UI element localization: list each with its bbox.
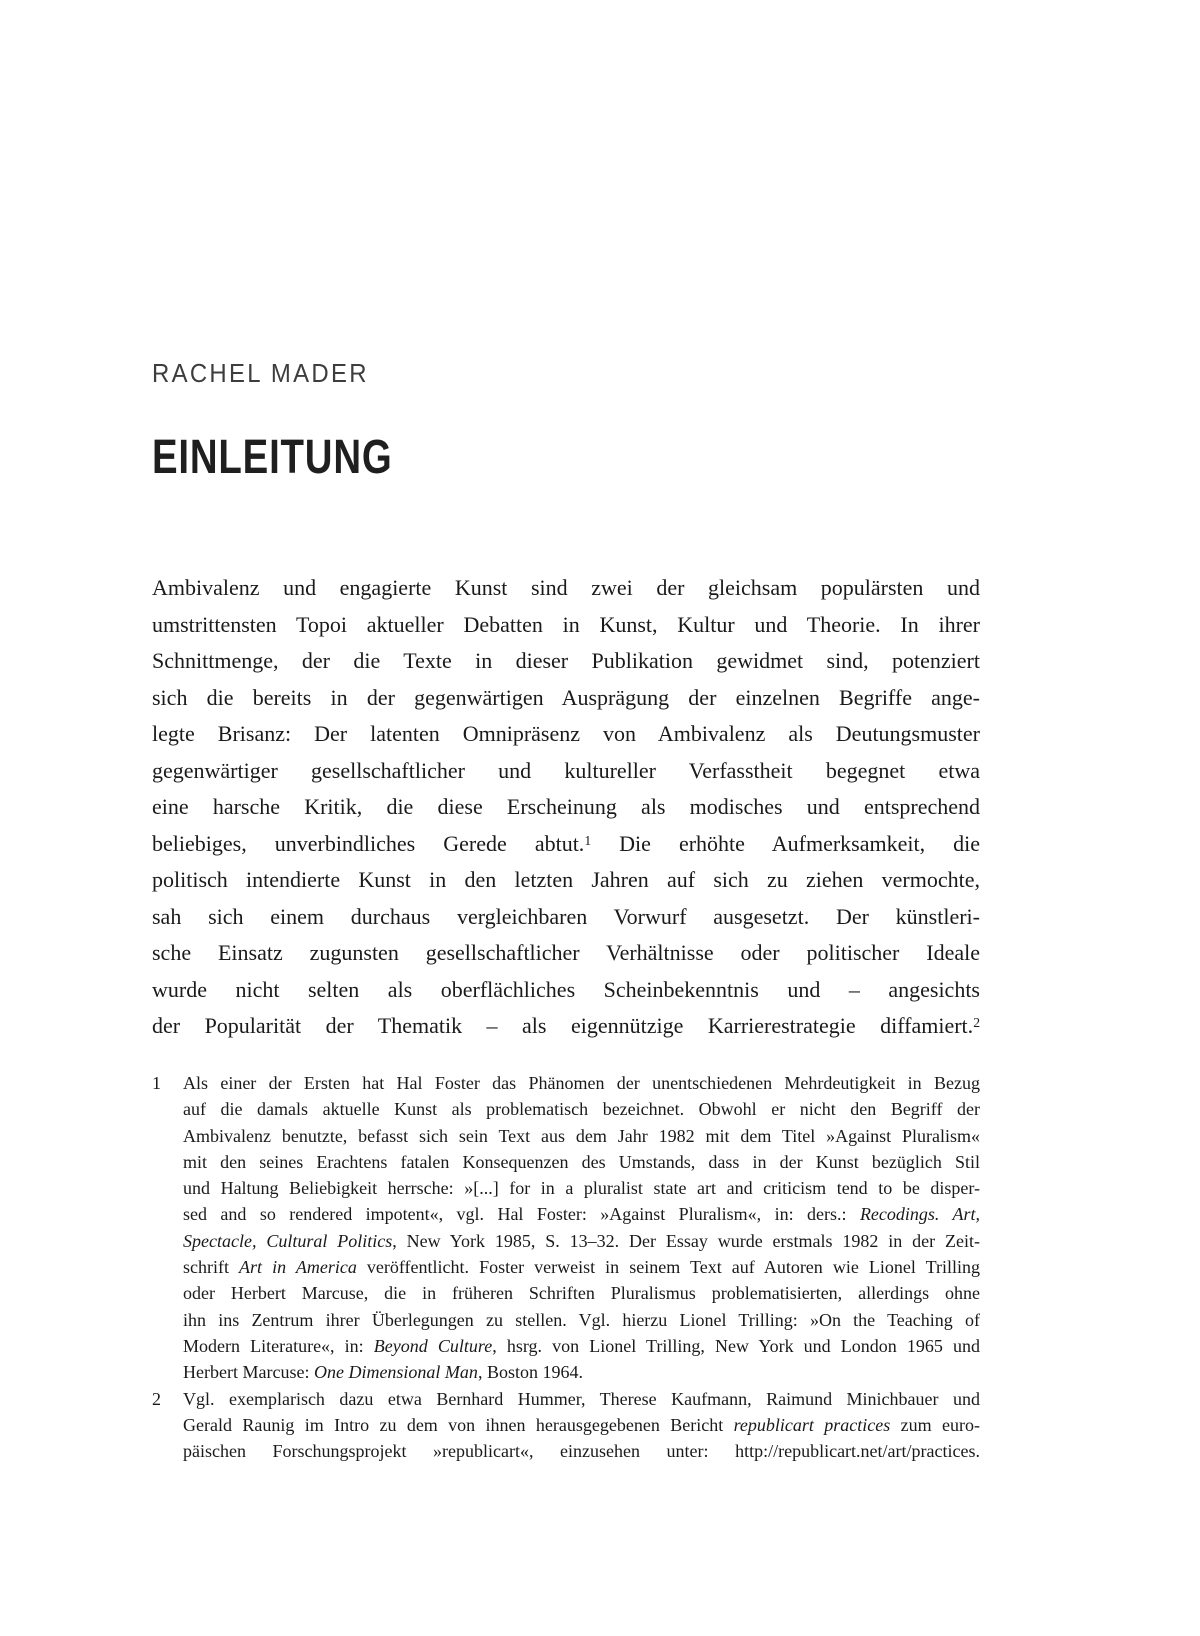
text-line bbox=[152, 680, 980, 717]
text-line bbox=[152, 1008, 980, 1045]
text-line bbox=[152, 643, 980, 680]
text-run: und Haltung Beliebigkeit herrsche: »[...] for in a pluralist state art and criticism tend to be disper- bbox=[183, 1178, 980, 1199]
author-name: RACHEL MADER bbox=[152, 358, 369, 388]
text-run: mit den seines Erachtens fatalen Konsequenzen des Umstands, dass in der Kunst bezüglich Stil bbox=[183, 1151, 980, 1172]
text-line bbox=[183, 1280, 980, 1306]
text-run: Beyond Culture bbox=[373, 1335, 493, 1356]
text-run: Recodings. Art, bbox=[859, 1204, 981, 1225]
text-run: sich die bereits in der gegenwärtigen Ausprägung der einzelnen Begriffe ange- bbox=[152, 684, 980, 710]
text-line bbox=[183, 1149, 980, 1175]
text-run: ihn ins Zentrum ihrer Überlegungen zu stellen. Vgl. hierzu Lionel Trilling: »On the Teaching of bbox=[183, 1309, 980, 1330]
text-run: Art in America bbox=[239, 1257, 357, 1278]
text-line bbox=[152, 753, 980, 790]
text-run: republicart practices bbox=[733, 1414, 891, 1435]
text-run: päischen Forschungsprojekt »republicart«, einzusehen unter: http://republicart.net/art/practices. bbox=[183, 1441, 980, 1462]
text-run: beliebiges, unverbindliches Gerede abtut. bbox=[152, 830, 585, 856]
text-run: politisch intendierte Kunst in den letzten Jahren auf sich zu ziehen vermochte, bbox=[152, 867, 980, 892]
text-run: oder Herbert Marcuse, die in früheren Schriften Pluralismus problematisierten, allerdings ohne bbox=[183, 1283, 980, 1304]
footnote-number: 2 bbox=[152, 1388, 161, 1409]
text-run: legte Brisanz: Der latenten Omnipräsenz von Ambivalenz als Deutungsmuster bbox=[152, 721, 980, 746]
text-run: sed and so rendered impotent«, vgl. Hal Foster: »Against Pluralism«, in: ders.: bbox=[183, 1204, 860, 1225]
body-paragraph bbox=[152, 570, 980, 1045]
text-run: eine harsche Kritik, die diese Erscheinung als modisches und entsprechend bbox=[152, 794, 980, 819]
text-run: , hsrg. von Lionel Trilling, New York und London 1965 und bbox=[492, 1335, 980, 1356]
text-run: , New York 1985, S. 13–32. Der Essay wurde erstmals 1982 in der Zeit- bbox=[392, 1230, 980, 1251]
text-line bbox=[183, 1096, 980, 1122]
text-run: sah sich einem durchaus vergleichbaren Vorwurf ausgesetzt. Der künstleri- bbox=[152, 903, 980, 929]
text-run: Ambivalenz benutzte, befasst sich sein Text aus dem Jahr 1982 mit dem Titel »Against Pluralism« bbox=[183, 1125, 980, 1146]
footnote bbox=[152, 1386, 980, 1465]
footnote-number: 1 bbox=[152, 1073, 161, 1093]
text-run: Vgl. exemplarisch dazu etwa Bernhard Hummer, Therese Kaufmann, Raimund Minichbauer und bbox=[183, 1388, 980, 1409]
text-line bbox=[183, 1123, 980, 1149]
text-line bbox=[152, 716, 980, 753]
footnote bbox=[152, 1070, 980, 1386]
text-line bbox=[183, 1228, 980, 1254]
text-line bbox=[183, 1359, 980, 1385]
chapter-title: EINLEITUNG bbox=[152, 431, 393, 484]
text-run: One Dimensional Man bbox=[313, 1362, 478, 1383]
text-line bbox=[183, 1175, 980, 1201]
text-run: , Boston 1964. bbox=[477, 1362, 583, 1383]
text-line bbox=[152, 789, 980, 826]
text-run: veröffentlicht. Foster verweist in seinem Text auf Autoren wie Lionel Trilling bbox=[356, 1257, 980, 1278]
text-run: zum euro- bbox=[890, 1414, 980, 1435]
text-run: Schnittmenge, der die Texte in dieser Publikation gewidmet sind, potenziert bbox=[152, 648, 980, 673]
text-line bbox=[183, 1307, 980, 1333]
text-line bbox=[183, 1333, 980, 1359]
text-run: umstrittensten Topoi aktueller Debatten in Kunst, Kultur und Theorie. In ihrer bbox=[152, 611, 980, 637]
text-run: Gerald Raunig im Intro zu dem von ihnen herausgegebenen Bericht bbox=[183, 1414, 734, 1435]
footnote-marker: 2 bbox=[973, 1015, 980, 1031]
text-run: Als einer der Ersten hat Hal Foster das Phänomen der unentschiedenen Mehrdeutigkeit in Bezug bbox=[183, 1073, 980, 1093]
text-run: wurde nicht selten als oberflächliches Scheinbekenntnis und – angesichts bbox=[152, 976, 980, 1002]
text-line bbox=[152, 862, 980, 899]
text-line bbox=[152, 972, 980, 1009]
text-run: der Popularität der Thematik – als eigennützige Karrierestrategie diffamiert. bbox=[152, 1013, 974, 1038]
text-run: Modern Literature«, in: bbox=[183, 1335, 374, 1356]
text-run: sche Einsatz zugunsten gesellschaftlicher Verhältnisse oder politischer Ideale bbox=[152, 940, 980, 965]
footnote-text bbox=[183, 1386, 980, 1465]
text-run: auf die damals aktuelle Kunst als problematisch bezeichnet. Obwohl er nicht den Begriff der bbox=[183, 1099, 980, 1120]
text-line bbox=[152, 899, 980, 936]
text-run: schrift bbox=[183, 1257, 240, 1278]
text-run: Die erhöhte Aufmerksamkeit, die bbox=[591, 830, 980, 856]
footnote-marker: 1 bbox=[584, 832, 592, 848]
text-line bbox=[183, 1412, 980, 1438]
text-line bbox=[183, 1438, 980, 1464]
footnotes-section bbox=[152, 1070, 980, 1464]
text-line bbox=[183, 1386, 980, 1412]
footnote-text bbox=[183, 1070, 980, 1386]
text-line bbox=[183, 1201, 980, 1227]
text-line bbox=[152, 826, 980, 863]
text-line bbox=[152, 935, 980, 972]
text-line bbox=[152, 607, 980, 644]
text-run: Spectacle, Cultural Politics bbox=[183, 1230, 393, 1251]
text-run: Ambivalenz und engagierte Kunst sind zwei der gleichsam populärsten und bbox=[152, 575, 980, 600]
text-run: Herbert Marcuse: bbox=[183, 1362, 314, 1383]
text-line bbox=[183, 1070, 980, 1096]
text-line bbox=[183, 1254, 980, 1280]
text-run: gegenwärtiger gesellschaftlicher und kultureller Verfasstheit begegnet etwa bbox=[152, 757, 980, 783]
text-line bbox=[152, 570, 980, 607]
